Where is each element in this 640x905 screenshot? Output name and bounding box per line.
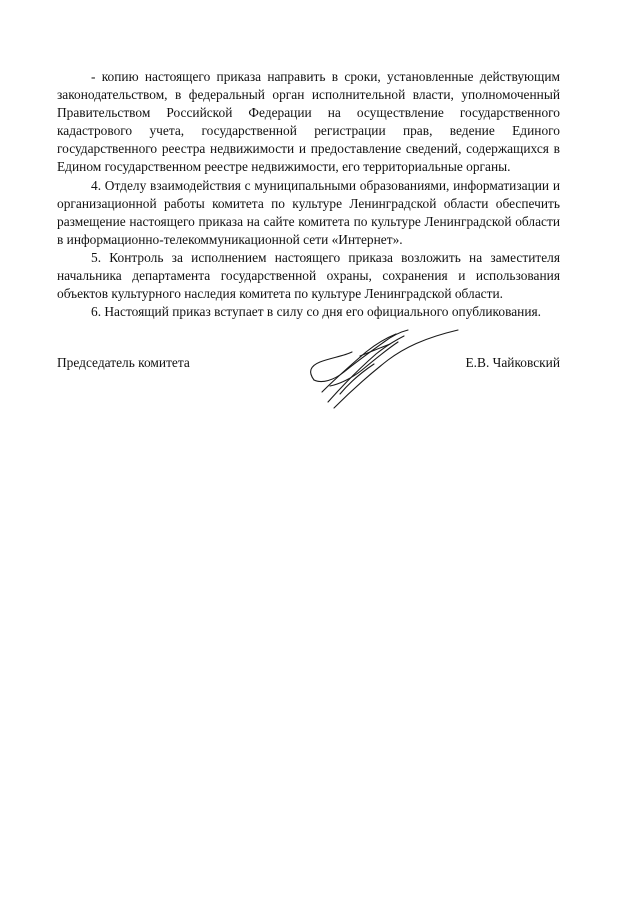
paragraph-6-effective-date: 6. Настоящий приказ вступает в силу со дня его официального опубликования. (91, 304, 541, 320)
paragraph-4-publication: 4. Отделу взаимодействия с муниципальными образованиями, информатизации и организационной работы комитета по культуре Ленинградской области обеспечить размещение настоящего приказа на сайте комитета по культуре Ленинградской области в информационно-телекоммуникационной сети «Интернет». (57, 177, 560, 247)
paragraph-5-control: 5. Контроль за исполнением настоящего приказа возложить на заместителя начальника департамента государственной охраны, сохранения и использования объектов культурного наследия комитета по культуре Ленинградской области. (57, 249, 560, 302)
signer-position: Председатель комитета (57, 355, 190, 370)
paragraph-copy-distribution: - копию настоящего приказа направить в сроки, установленные действующим законодательством, в федеральный орган исполнительной власти, уполномоченный Правительством Российской Федерации на осуществление государственного кадастрового учета, государственной регистрации прав, ведение Единого государственного реестра недвижимости и предоставление сведений, содержащихся в Едином государственном реестре недвижимости, его территориальные органы. (57, 69, 560, 175)
signature-block (57, 354, 560, 374)
signer-name: Е.В. Чайковский (465, 355, 560, 370)
document-body (57, 68, 560, 321)
